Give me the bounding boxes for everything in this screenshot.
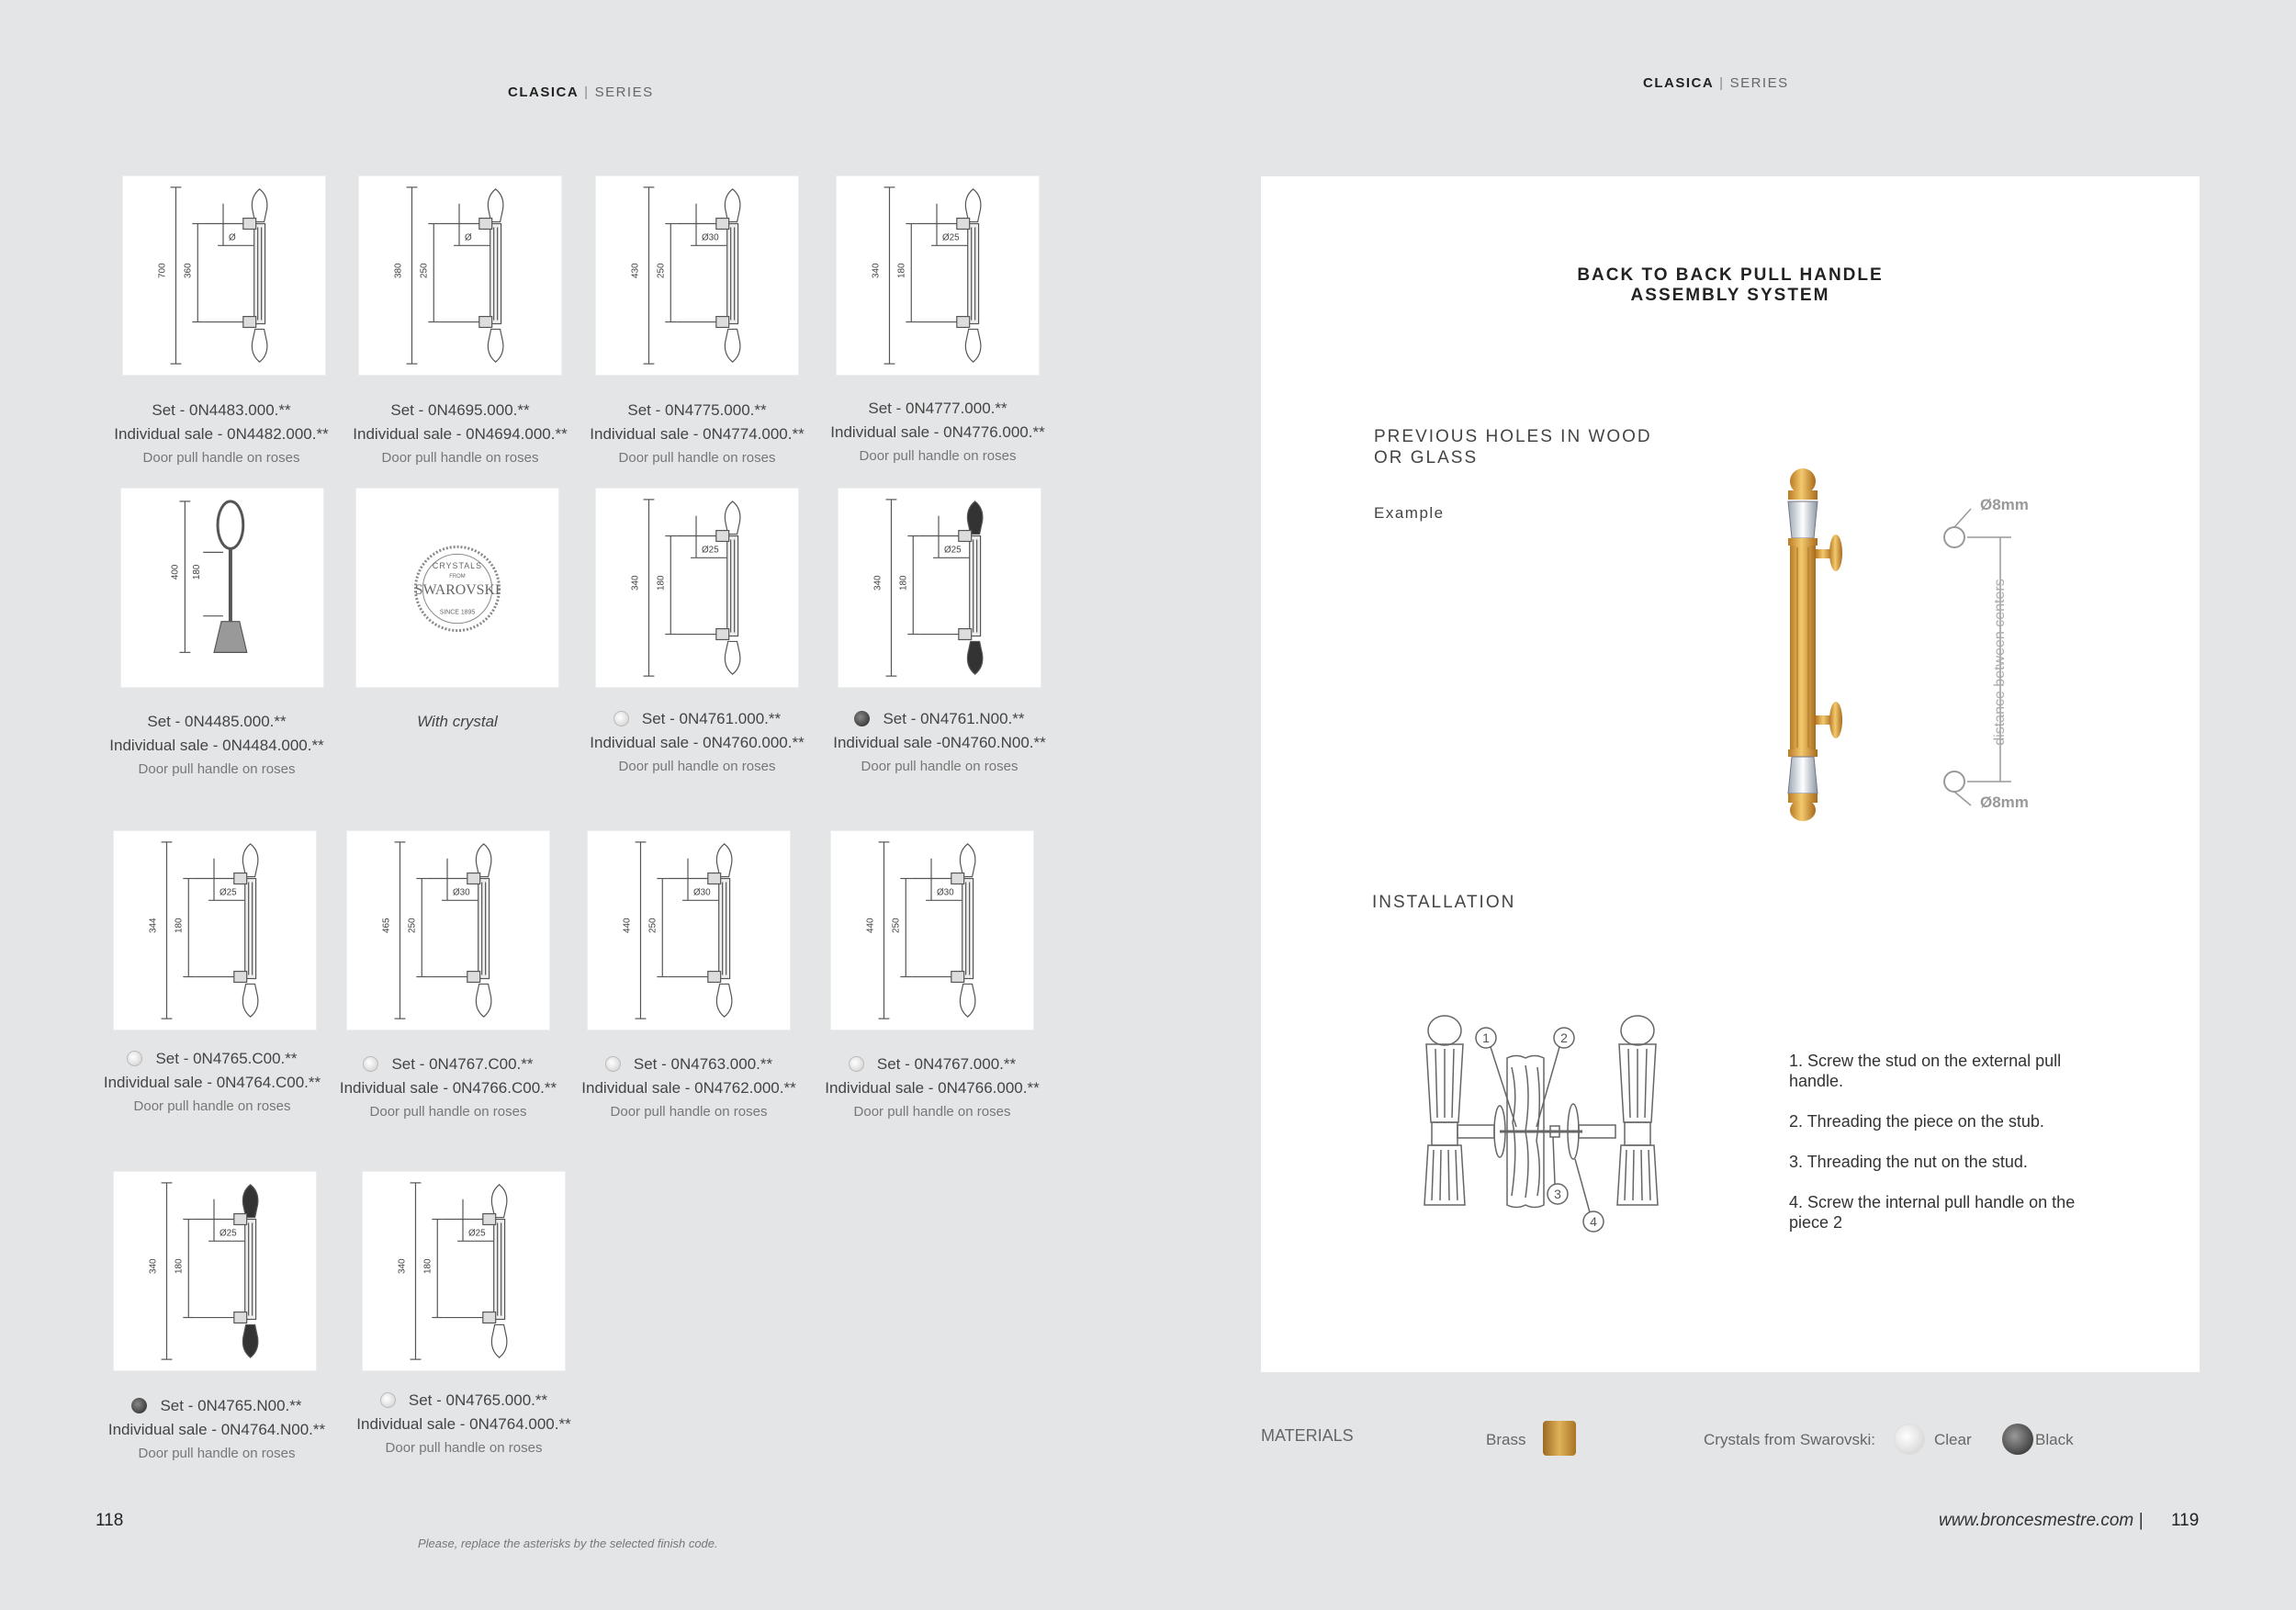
clear-crystal-icon (849, 1056, 864, 1072)
set-code (573, 707, 821, 731)
set-code-text: Set - 0N4695.000.** (390, 401, 530, 419)
dim-centers: 180 (656, 575, 667, 591)
product-caption (324, 1053, 572, 1124)
product-caption (565, 1053, 813, 1124)
page-number-right: 119 (2171, 1511, 2200, 1530)
product-description: Door pull handle on roses (610, 1104, 768, 1120)
set-code-text: Set - 0N4483.000.** (152, 401, 291, 419)
set-code (93, 1394, 341, 1418)
product-card[interactable] (114, 175, 361, 466)
dim-centers: 180 (174, 1258, 185, 1274)
individual-sale-code: Individual sale - 0N4694.000.** (353, 425, 568, 443)
set-code-text: Set - 0N4761.N00.** (883, 710, 1025, 727)
product-description: Door pull handle on roses (853, 1104, 1011, 1120)
set-code-text: Set - 0N4765.000.** (408, 1391, 548, 1409)
dim-overall: 340 (872, 575, 884, 591)
product-drawing (346, 830, 550, 1030)
dim-diameter: Ø25 (943, 545, 962, 556)
product-caption (93, 710, 341, 782)
step-1: 1. Screw the stud on the external pull handle. (1789, 1052, 2062, 1090)
set-code-text: Set - 0N4767.C00.** (391, 1055, 534, 1073)
set-code (340, 1389, 588, 1413)
dim-centers: 250 (419, 263, 430, 278)
product-card[interactable] (339, 830, 585, 1120)
individual-sale-code: Individual sale - 0N4764.C00.** (103, 1074, 321, 1091)
clear-crystal-icon (127, 1051, 142, 1066)
product-drawing (838, 488, 1041, 688)
dim-centers: 250 (656, 263, 667, 278)
set-code (97, 399, 345, 422)
dim-overall: 440 (622, 918, 633, 933)
product-card[interactable] (109, 488, 359, 777)
page-number-left: 118 (96, 1511, 124, 1530)
set-code-text: Set - 0N4777.000.** (868, 400, 1007, 417)
product-card[interactable] (825, 830, 1069, 1120)
dim-overall: 400 (170, 564, 181, 580)
left-series-header: CLASICA | SERIES (508, 84, 654, 100)
product-drawing (120, 488, 324, 688)
set-code (808, 1053, 1056, 1076)
finish-code-note: Please, replace the asterisks by the selected finish code. (418, 1537, 718, 1550)
individual-sale-code: Individual sale - 0N4776.000.** (830, 423, 1045, 441)
individual-sale-code: Individual sale - 0N4482.000.** (114, 425, 329, 443)
product-drawing (595, 488, 799, 688)
hole-top-label: Ø8mm (1980, 496, 2029, 513)
product-card[interactable] (590, 488, 834, 774)
product-card[interactable] (353, 175, 597, 466)
dim-diameter: Ø25 (219, 1228, 237, 1239)
product-description: Door pull handle on roses (861, 759, 1019, 774)
product-description: Door pull handle on roses (369, 1104, 527, 1120)
product-caption (808, 1053, 1056, 1124)
dim-diameter: Ø30 (701, 232, 719, 243)
step-3: 3. Threading the nut on the stud. (1789, 1153, 2028, 1171)
product-caption (336, 399, 584, 470)
hole-distance-diagram (1927, 479, 2037, 828)
installation-diagram (1408, 1003, 1757, 1251)
distance-label: distance between centers (1992, 579, 2008, 746)
product-card[interactable] (581, 830, 826, 1120)
callout-3: 3 (1554, 1187, 1561, 1201)
set-code-text: Set - 0N4761.000.** (641, 710, 782, 727)
panel-title-line1: BACK TO BACK PULL HANDLE (1577, 265, 1884, 285)
individual-sale-code: Individual sale - 0N4760.000.** (590, 734, 805, 751)
individual-sale-code: Individual sale - 0N4766.000.** (825, 1079, 1040, 1097)
product-drawing (113, 830, 317, 1030)
product-caption (340, 1389, 588, 1460)
crystals-label: Crystals from Swarovski: (1704, 1431, 1876, 1448)
holes-heading-line2: OR GLASS (1374, 448, 1479, 467)
holes-heading-line1: PREVIOUS HOLES IN WOOD (1374, 427, 1652, 446)
dim-overall: 380 (393, 263, 404, 278)
product-description: Door pull handle on roses (618, 450, 776, 466)
svg-text:SWAROVSKI: SWAROVSKI (414, 581, 501, 598)
product-card[interactable] (590, 175, 834, 466)
set-code-text: Set - 0N4763.000.** (633, 1055, 773, 1073)
product-caption (93, 1394, 341, 1466)
swarovski-crystal-card[interactable] (355, 488, 594, 730)
set-code-text: Set - 0N4775.000.** (627, 401, 767, 419)
clear-crystal-icon (363, 1056, 378, 1072)
set-code (565, 1053, 813, 1076)
product-card[interactable] (356, 1171, 601, 1456)
svg-text:CRYSTALS: CRYSTALS (432, 561, 483, 571)
installation-heading: INSTALLATION (1372, 893, 1516, 912)
swarovski-logo (355, 488, 559, 688)
individual-sale-code: Individual sale - 0N4766.C00.** (339, 1079, 557, 1097)
dim-centers: 180 (422, 1258, 433, 1274)
product-drawing (113, 1171, 317, 1371)
assembly-panel (1261, 176, 2200, 1372)
set-code (573, 399, 821, 422)
website-link[interactable]: www.broncesmestre.com | (1939, 1511, 2144, 1530)
step-2: 2. Threading the piece on the stub. (1789, 1112, 2044, 1131)
clear-label: Clear (1934, 1431, 1972, 1448)
individual-sale-code: Individual sale - 0N4774.000.** (590, 425, 805, 443)
dim-overall: 340 (397, 1258, 408, 1274)
right-series-header: CLASICA | SERIES (1643, 75, 1789, 91)
clear-crystal-icon (380, 1392, 396, 1408)
black-crystal-icon (131, 1398, 147, 1413)
dim-diameter: Ø25 (219, 887, 237, 898)
product-caption (573, 399, 821, 470)
example-label: Example (1374, 504, 1445, 522)
set-code-text: Set - 0N4765.N00.** (160, 1397, 302, 1414)
clear-crystal-icon (613, 711, 629, 726)
black-crystal-icon (2002, 1424, 2033, 1455)
dim-overall: 340 (630, 575, 641, 591)
hole-bottom-label: Ø8mm (1980, 794, 2029, 811)
brass-label: Brass (1486, 1431, 1526, 1448)
callout-2: 2 (1560, 1030, 1568, 1045)
product-description: Door pull handle on roses (381, 450, 539, 466)
set-code (88, 1047, 336, 1071)
dim-centers: 250 (647, 918, 658, 933)
individual-sale-code: Individual sale -0N4760.N00.** (833, 734, 1046, 751)
dim-centers: 180 (192, 564, 203, 580)
product-caption (97, 399, 345, 470)
product-card[interactable] (830, 175, 1075, 464)
clear-crystal-icon (1894, 1424, 1925, 1455)
svg-text:FROM: FROM (449, 574, 466, 580)
product-drawing (587, 830, 791, 1030)
dim-centers: 250 (891, 918, 902, 933)
step-4: 4. Screw the internal pull handle on the piece 2 (1789, 1193, 2076, 1232)
product-card[interactable] (107, 1171, 352, 1461)
right-brand: CLASICA (1643, 75, 1715, 91)
left-series: SERIES (594, 84, 654, 100)
product-description: Door pull handle on roses (138, 761, 296, 777)
set-code-text: Set - 0N4767.000.** (876, 1055, 1017, 1073)
with-crystal-caption: With crystal (417, 713, 498, 730)
dim-diameter: Ø30 (692, 887, 711, 898)
black-crystal-icon (854, 711, 870, 726)
dim-diameter: Ø30 (936, 887, 954, 898)
set-code-text: Set - 0N4485.000.** (147, 713, 287, 730)
set-code (93, 710, 341, 734)
dim-overall: 340 (148, 1258, 159, 1274)
product-caption (816, 707, 1064, 779)
dim-diameter: Ø (228, 232, 236, 243)
installation-steps (1789, 1051, 2110, 1253)
black-label: Black (2035, 1431, 2074, 1448)
dim-diameter: Ø25 (467, 1228, 486, 1239)
callout-4: 4 (1590, 1214, 1597, 1229)
set-code (336, 399, 584, 422)
product-description: Door pull handle on roses (133, 1098, 291, 1114)
set-code (816, 707, 1064, 731)
panel-title (1261, 265, 2200, 306)
clear-crystal-icon (605, 1056, 621, 1072)
product-caption (814, 397, 1062, 468)
product-drawing (830, 830, 1034, 1030)
product-drawing (358, 175, 562, 376)
product-description: Door pull handle on roses (859, 448, 1017, 464)
dim-diameter: Ø (464, 232, 472, 243)
set-code (814, 397, 1062, 421)
dim-diameter: Ø25 (941, 232, 960, 243)
dim-overall: 700 (157, 263, 168, 278)
product-card[interactable] (833, 488, 1076, 774)
svg-text:SINCE 1895: SINCE 1895 (439, 609, 476, 616)
individual-sale-code: Individual sale - 0N4484.000.** (109, 737, 324, 754)
individual-sale-code: Individual sale - 0N4762.000.** (581, 1079, 796, 1097)
product-card[interactable] (103, 830, 352, 1114)
dim-overall: 430 (630, 263, 641, 278)
dim-diameter: Ø30 (452, 887, 470, 898)
product-description: Door pull handle on roses (142, 450, 300, 466)
dim-overall: 344 (148, 918, 159, 933)
product-description: Door pull handle on roses (138, 1446, 296, 1461)
product-description: Door pull handle on roses (618, 759, 776, 774)
dim-diameter: Ø25 (701, 545, 719, 556)
set-code-text: Set - 0N4765.C00.** (155, 1050, 298, 1067)
product-drawing (595, 175, 799, 376)
holes-heading (1374, 426, 1652, 468)
product-caption (573, 707, 821, 779)
materials-label: MATERIALS (1261, 1426, 1354, 1445)
individual-sale-code: Individual sale - 0N4764.000.** (356, 1415, 571, 1433)
dim-centers: 180 (898, 575, 909, 591)
product-drawing (122, 175, 326, 376)
brass-swatch-icon (1543, 1421, 1576, 1456)
callout-1: 1 (1482, 1030, 1490, 1045)
product-description: Door pull handle on roses (385, 1440, 543, 1456)
set-code (324, 1053, 572, 1076)
dim-overall: 440 (865, 918, 876, 933)
product-caption (88, 1047, 336, 1119)
individual-sale-code: Individual sale - 0N4764.N00.** (107, 1421, 326, 1438)
dim-overall: 340 (871, 263, 882, 278)
dim-centers: 180 (174, 918, 185, 933)
dim-overall: 465 (381, 918, 392, 933)
product-drawing (362, 1171, 566, 1371)
panel-title-line2: ASSEMBLY SYSTEM (1630, 286, 1830, 305)
right-series: SERIES (1729, 75, 1789, 91)
dim-centers: 360 (183, 263, 194, 278)
left-brand: CLASICA (508, 84, 580, 100)
dim-centers: 180 (896, 263, 907, 278)
product-drawing (836, 175, 1040, 376)
product-caption (333, 710, 581, 734)
dim-centers: 250 (407, 918, 418, 933)
